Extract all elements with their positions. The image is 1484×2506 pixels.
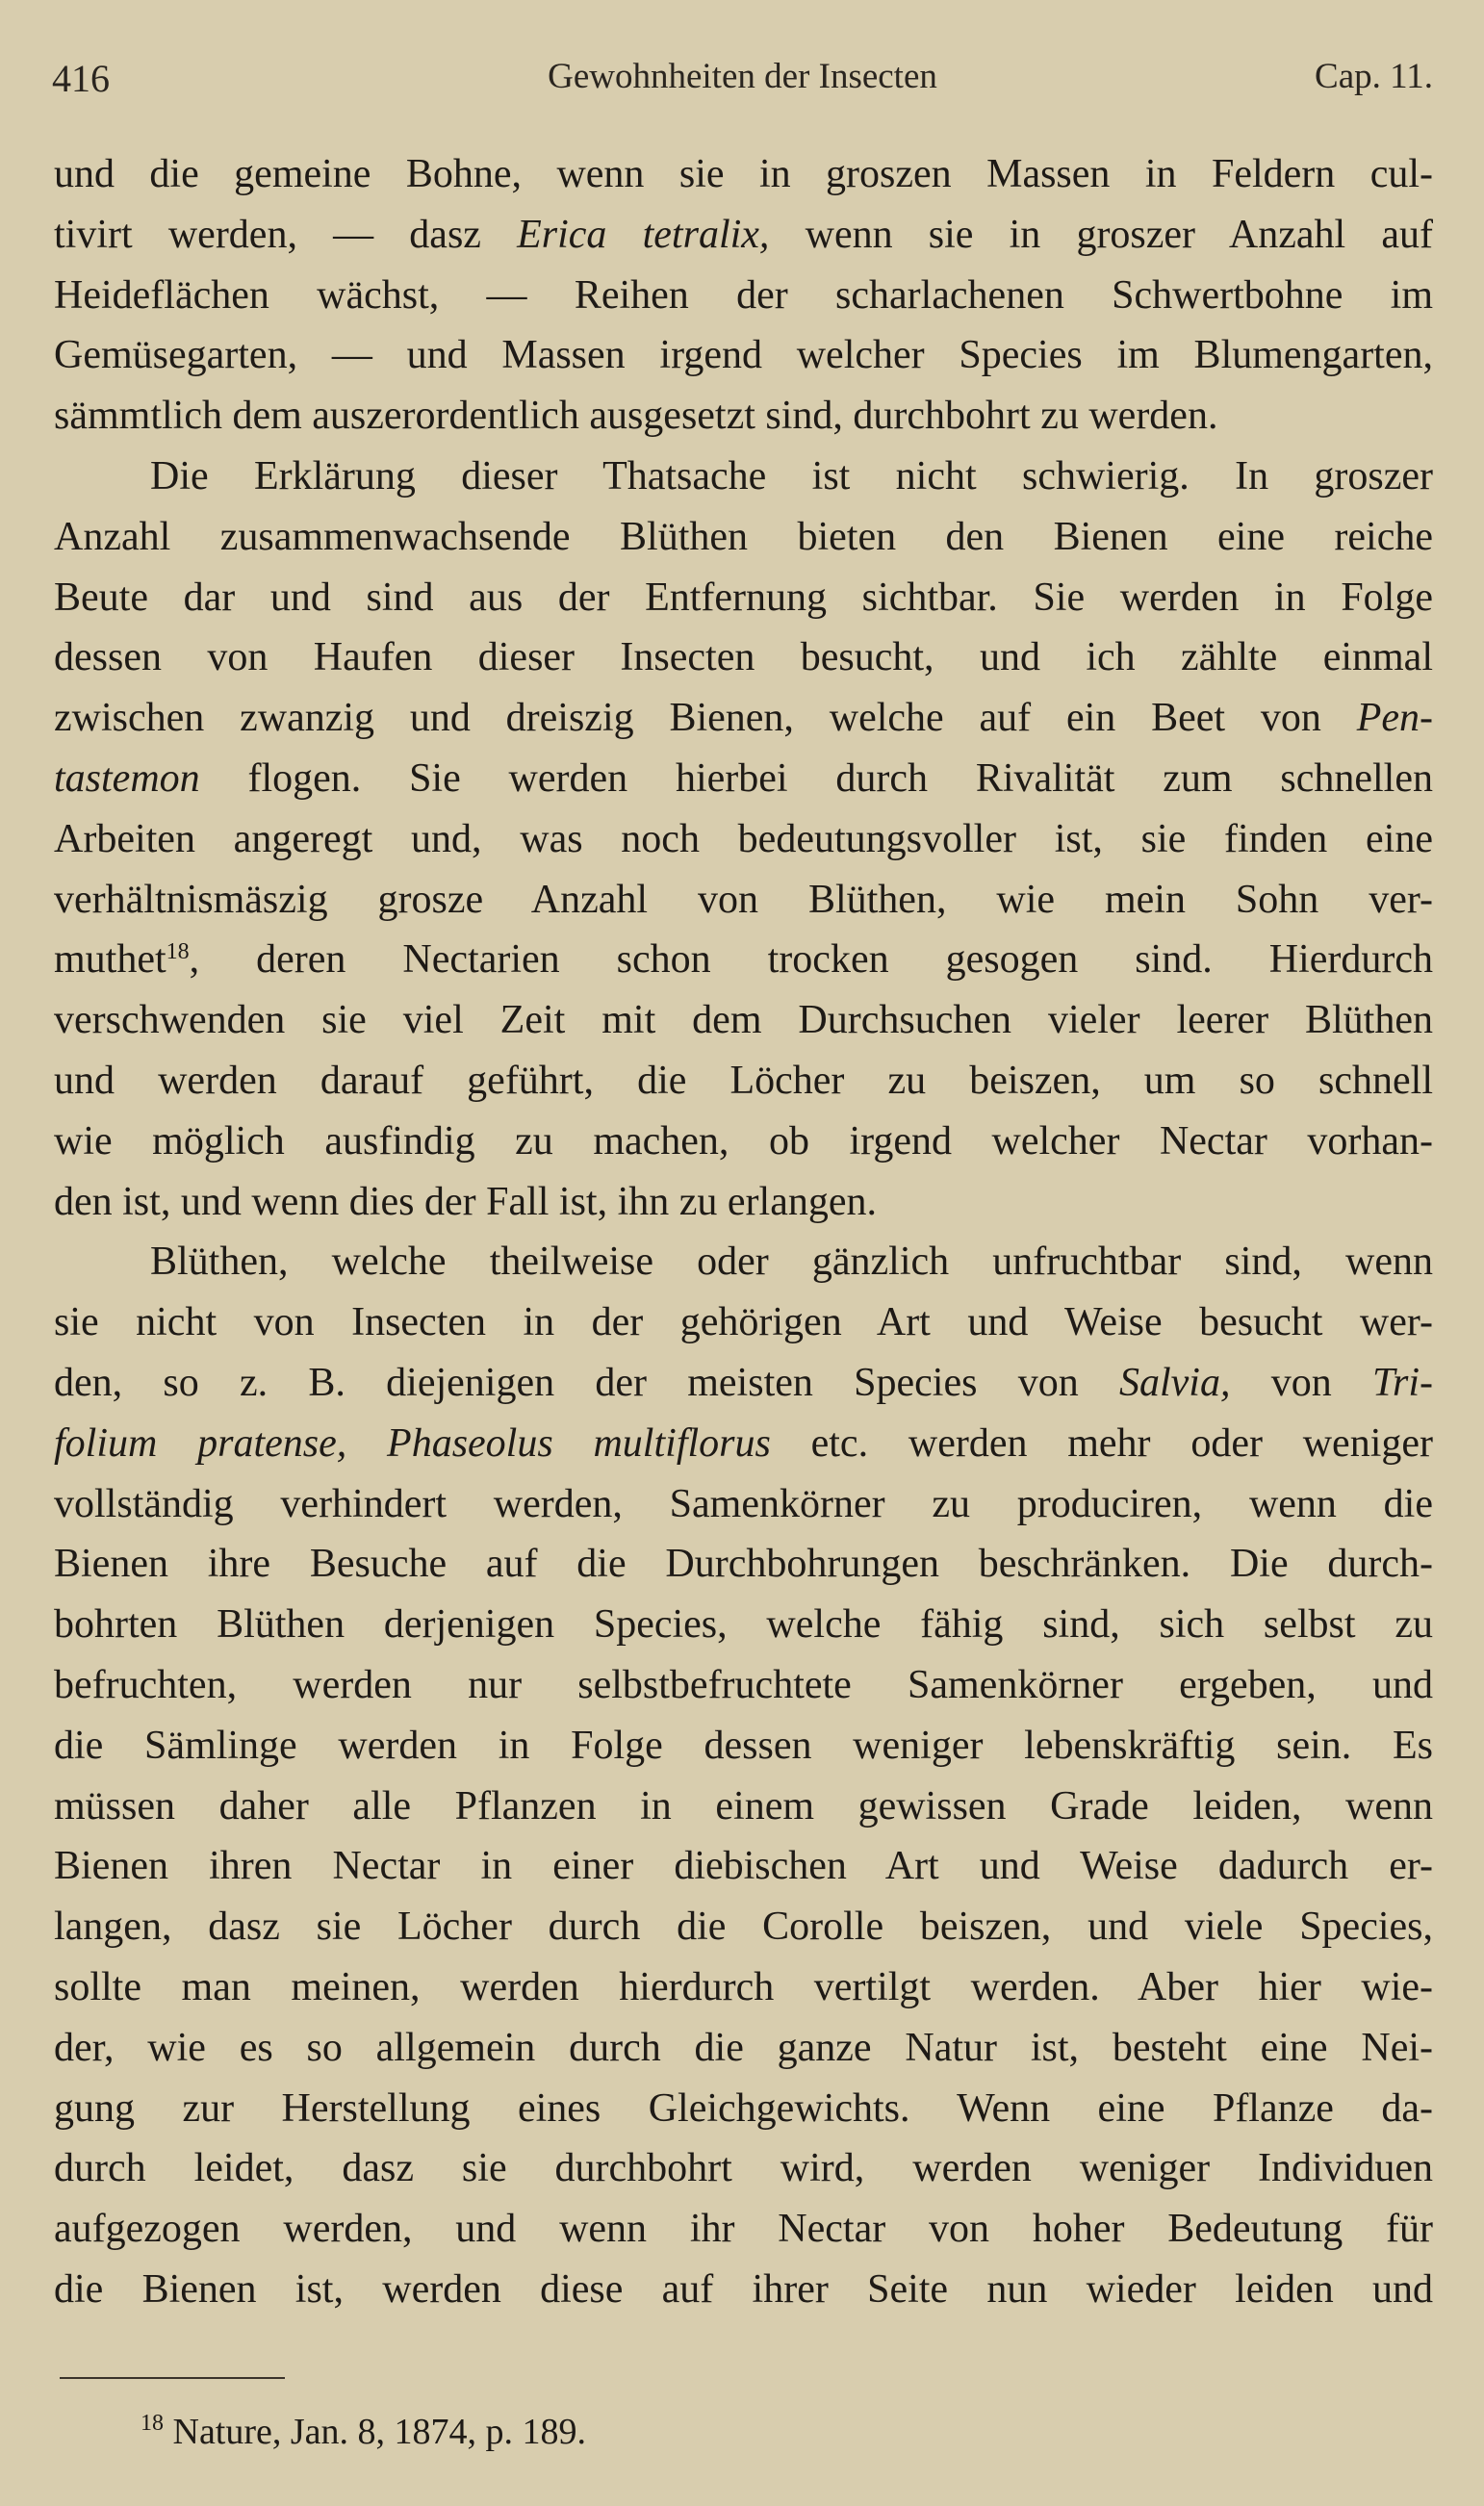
text-line: und werden darauf geführt, die Löcher zu beiszen, um so schnell <box>54 1058 1433 1103</box>
text-line: zwischen zwanzig und dreiszig Bienen, welche auf ein Beet von Pen- <box>54 696 1433 741</box>
footnote-text: Nature, Jan. 8, 1874, p. 189. <box>172 2412 587 2452</box>
text-line: befruchten, werden nur selbstbefruchtete Samenkörner ergeben, und <box>54 1662 1433 1707</box>
text-line: wie möglich ausfindig zu machen, ob irgend welcher Nectar vorhan- <box>54 1118 1433 1164</box>
text-line: aufgezogen werden, und wenn ihr Nectar von hoher Bedeutung für <box>54 2207 1433 2252</box>
text-line: den, so z. B. diejenigen der meisten Species von Salvia, von Tri- <box>54 1360 1434 1405</box>
text-line: Bienen ihren Nectar in einer diebischen Art und Weise dadurch er- <box>54 1844 1433 1889</box>
text-line: verschwenden sie viel Zeit mit dem Durchsuchen vieler leerer Blüthen <box>54 998 1433 1043</box>
text-line: sollte man meinen, werden hierdurch vertilgt werden. Aber hier wie- <box>54 1964 1433 2009</box>
species-name: tastemon <box>54 755 200 801</box>
chapter-label: Cap. 11. <box>1315 57 1433 96</box>
text-line: der, wie es so allgemein durch die ganze Natur ist, besteht eine Nei- <box>54 2025 1433 2070</box>
running-title: Gewohnheiten der Insecten <box>548 57 937 96</box>
species-name: Salvia, <box>1118 1360 1231 1405</box>
text-line: sie nicht von Insecten in der gehörigen Art und Weise besucht wer- <box>54 1300 1433 1345</box>
page-header <box>52 56 1433 114</box>
text-line: den ist, und wenn dies der Fall ist, ihn zu erlangen. <box>54 1179 877 1224</box>
text-line: Beute dar und sind aus der Entfernung sichtbar. Sie werden in Folge <box>54 575 1433 620</box>
text-line: Anzahl zusammenwachsende Blüthen bieten den Bienen eine reiche <box>54 514 1433 559</box>
species-name: folium pratense, Phaseolus multiflorus <box>54 1420 771 1466</box>
text-line: vollständig verhindert werden, Samenkörner zu produciren, wenn die <box>54 1481 1433 1526</box>
text-line: tivirt werden, — dasz Erica tetralix, wenn sie in groszer Anzahl auf <box>54 212 1434 257</box>
page-number: 416 <box>52 57 110 100</box>
text-line: folium pratense, Phaseolus multiflorus etc. werden mehr oder weniger <box>54 1420 1433 1466</box>
text-line: tastemon flogen. Sie werden hierbei durch Rivalität zum schnellen <box>54 755 1433 801</box>
footnote <box>141 2411 586 2453</box>
footnote-ref: 18 <box>166 939 190 965</box>
text-line: muthet$^{18}$, deren Nectarien schon trocken gesogen sind. Hierdurch <box>54 937 1433 983</box>
species-name: Erica tetralix, <box>517 212 770 257</box>
species-name: Tri- <box>1371 1360 1434 1405</box>
text-line: gung zur Herstellung eines Gleichgewichts. Wenn eine Pflanze da- <box>54 2085 1433 2131</box>
text-line: verhältnismäszig grosze Anzahl von Blüthen, wie mein Sohn ver- <box>54 877 1433 922</box>
text-line: sämmtlich dem auszerordentlich ausgesetzt sind, durchbohrt zu werden. <box>54 394 1218 439</box>
text-line: dessen von Haufen dieser Insecten besucht, und ich zählte einmal <box>54 635 1433 680</box>
text-line: Arbeiten angeregt und, was noch bedeutungsvoller ist, sie finden eine <box>54 816 1433 861</box>
text-line: Heideflächen wächst, — Reihen der scharlachenen Schwertbohne im <box>54 272 1433 318</box>
body-text <box>54 144 1433 2320</box>
text-line: die Bienen ist, werden diese auf ihrer Seite nun wieder leiden und <box>54 2266 1433 2312</box>
footnote-divider <box>60 2377 285 2379</box>
text-line: Bienen ihre Besuche auf die Durchbohrungen beschränken. Die durch- <box>54 1542 1433 1587</box>
text-line: die Sämlinge werden in Folge dessen weniger lebenskräftig sein. Es <box>54 1723 1433 1768</box>
text-line: müssen daher alle Pflanzen in einem gewissen Grade leiden, wenn <box>54 1783 1433 1828</box>
text-line: durch leidet, dasz sie durchbohrt wird, werden weniger Individuen <box>54 2146 1433 2191</box>
footnote-number: 18 <box>141 2411 164 2436</box>
text-line: und die gemeine Bohne, wenn sie in groszen Massen in Feldern cul- <box>54 152 1433 196</box>
text-line: Blüthen, welche theilweise oder gänzlich unfruchtbar sind, wenn <box>150 1240 1433 1285</box>
text-line: Gemüsegarten, — und Massen irgend welcher Species im Blumengarten, <box>54 333 1433 378</box>
species-name: Pen- <box>1356 696 1433 741</box>
text-line: Die Erklärung dieser Thatsache ist nicht schwierig. In groszer <box>150 453 1433 499</box>
text-line: langen, dasz sie Löcher durch die Corolle beiszen, und viele Species, <box>54 1905 1433 1950</box>
text-line: bohrten Blüthen derjenigen Species, welche fähig sind, sich selbst zu <box>54 1602 1433 1648</box>
